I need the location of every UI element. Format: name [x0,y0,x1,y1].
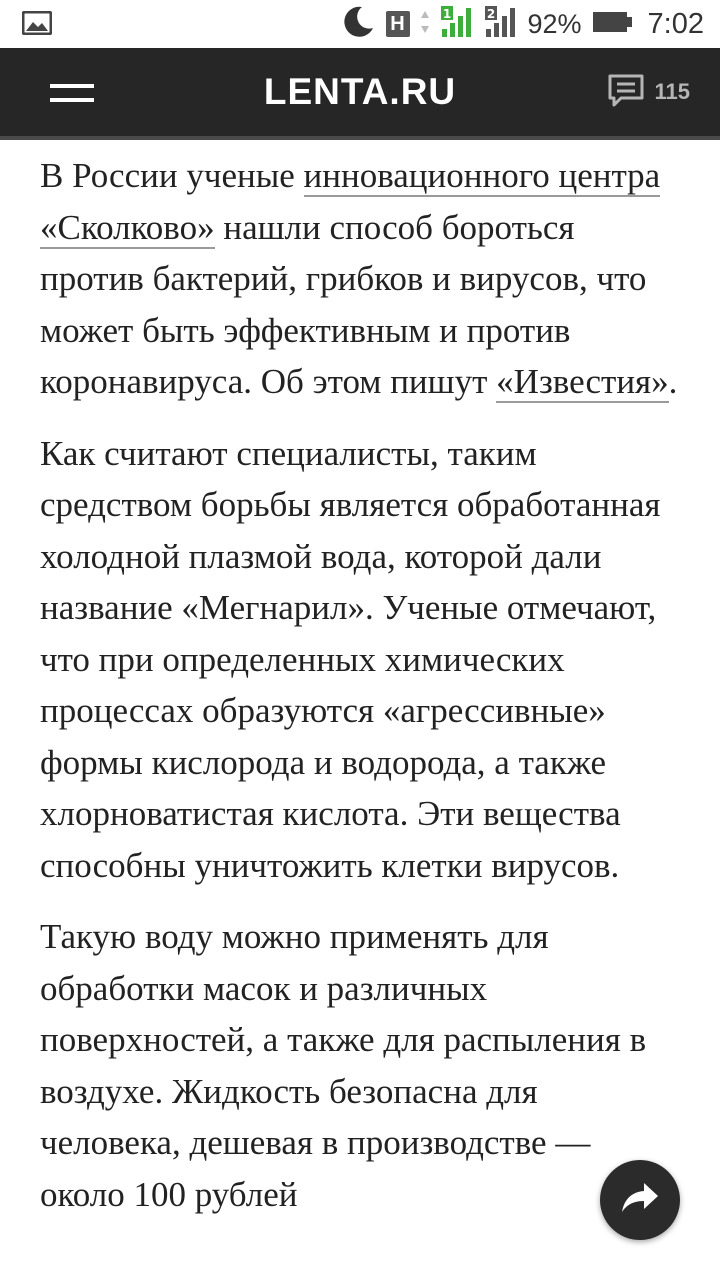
article-body [40,150,680,1240]
status-bar [0,0,720,48]
comment-bubble-icon [607,72,645,112]
app-header [0,48,720,140]
clock: 7:02 [647,7,704,40]
share-arrow-icon [620,1181,660,1219]
share-button[interactable] [600,1160,680,1240]
p1-text-after: . [668,362,678,401]
image-icon [22,11,52,39]
network-h-icon: H [386,11,410,37]
svg-text:2: 2 [486,7,495,21]
article-paragraph-1 [40,150,680,408]
article-paragraph-3: Такую воду можно применять для обработки масок и различных поверхностей, а также для распыления в воздухе. Жидкость безопасна для человека, дешевая в производстве — около 100 рублей [40,917,647,1214]
battery-percent: 92% [527,8,582,39]
p1-text-before: В России ученые [40,156,304,195]
comments-button[interactable] [607,68,691,116]
skolkovo-link[interactable]: инновационного центра «Сколково» [40,156,661,247]
comments-count: 115 [654,79,690,104]
battery-icon [592,10,634,38]
signal-sim1-icon [440,5,474,43]
hamburger-menu-icon[interactable] [44,72,100,116]
signal-sim2-icon [484,5,518,43]
moon-icon [340,4,376,44]
site-logo[interactable]: LENTA.RU [263,71,457,112]
izvestia-link[interactable]: «Известия» [496,362,669,401]
p1-text-middle: нашли способ бороться против бактерий, грибков и вирусов, что может быть эффективным и против коронавируса. Об этом пишут [40,207,647,401]
data-arrows-icon [420,9,430,39]
article-paragraph-2: Как считают специалисты, таким средством борьбы является обработанная холодной плазмой вода, которой дали название «Мегнарил». Ученые отмечают, что при определенных химических процессах образуются «агрессивные» формы кислорода и водорода, а также хлорноватистая кислота. Эти вещества способны уничтожить клетки вирусов. [40,433,661,885]
svg-text:1: 1 [442,7,451,21]
